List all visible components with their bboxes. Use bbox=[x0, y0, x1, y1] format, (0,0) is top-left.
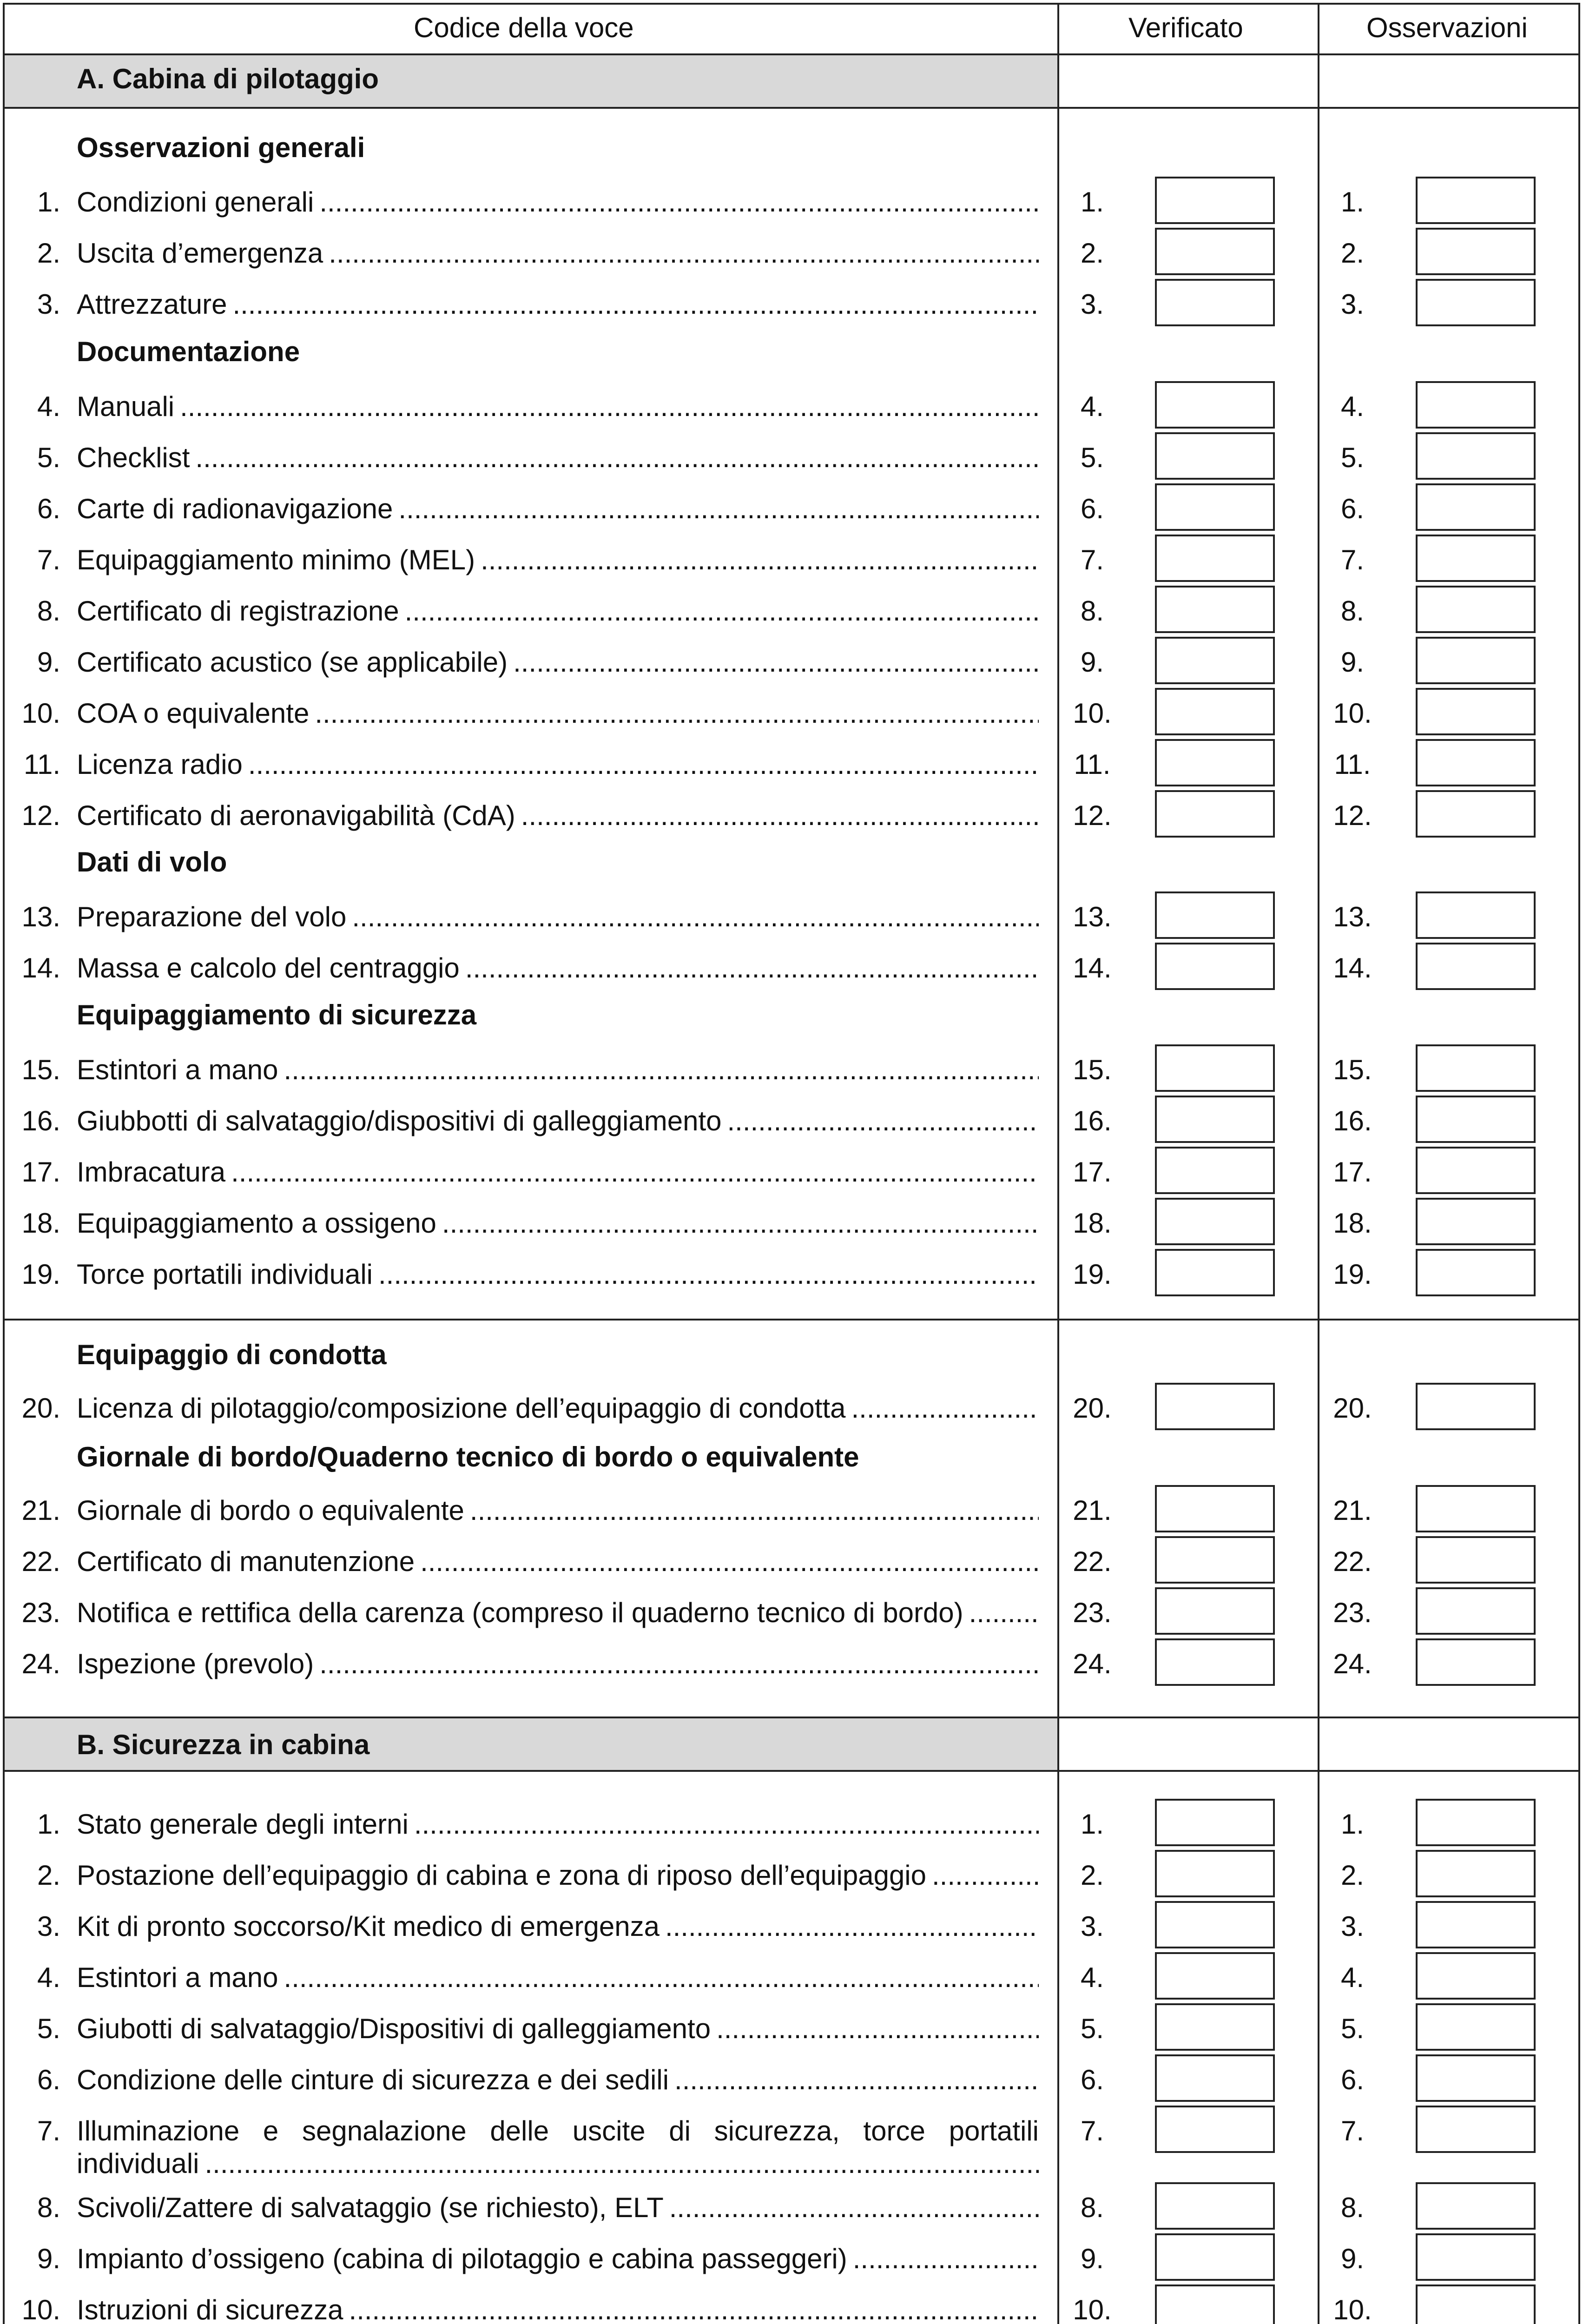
verified-checkbox[interactable] bbox=[1155, 177, 1275, 224]
item-label: Estintori a mano ..... bbox=[77, 1054, 1039, 1086]
item-number: 7. bbox=[37, 2115, 60, 2146]
observation-code: 15. bbox=[1333, 1054, 1372, 1085]
checklist-row bbox=[0, 943, 1583, 994]
verified-checkbox[interactable] bbox=[1155, 2284, 1275, 2324]
observation-checkbox[interactable] bbox=[1416, 1536, 1536, 1584]
item-label: Certificato di manutenzione ..... bbox=[77, 1545, 1039, 1578]
item-number: 19. bbox=[21, 1259, 60, 1290]
observation-code: 2. bbox=[1340, 238, 1365, 269]
item-number: 14. bbox=[21, 952, 60, 984]
observation-code: 4. bbox=[1340, 391, 1365, 422]
observation-checkbox[interactable] bbox=[1416, 228, 1536, 275]
header-observations: Osservazioni bbox=[1366, 12, 1528, 43]
observation-code: 9. bbox=[1340, 647, 1365, 678]
verified-checkbox[interactable] bbox=[1155, 739, 1275, 786]
verified-code: 1. bbox=[1080, 186, 1104, 218]
item-label: Estintori a mano ..... bbox=[77, 1961, 1039, 1994]
item-label: Attrezzature ..... bbox=[77, 288, 1039, 321]
verified-checkbox[interactable] bbox=[1155, 1147, 1275, 1194]
verified-checkbox[interactable] bbox=[1155, 891, 1275, 939]
checklist-row bbox=[0, 2284, 1583, 2324]
verified-checkbox[interactable] bbox=[1155, 586, 1275, 633]
item-label: Checklist ..... bbox=[77, 442, 1039, 474]
verified-checkbox[interactable] bbox=[1155, 1096, 1275, 1143]
checklist-row bbox=[0, 1096, 1583, 1147]
item-number: 11. bbox=[24, 749, 60, 780]
verified-checkbox[interactable] bbox=[1155, 1249, 1275, 1296]
observation-code: 9. bbox=[1340, 2243, 1365, 2274]
observation-checkbox[interactable] bbox=[1416, 381, 1536, 429]
verified-code: 3. bbox=[1080, 289, 1104, 320]
verified-checkbox[interactable] bbox=[1155, 1799, 1275, 1846]
checklist-row bbox=[0, 535, 1583, 586]
item-label: Giubotti di salvataggio/Dispositivi di galleggiamento ..... bbox=[77, 2013, 1039, 2045]
verified-checkbox[interactable] bbox=[1155, 1198, 1275, 1245]
checklist-row bbox=[0, 1901, 1583, 1952]
verified-code: 7. bbox=[1080, 544, 1104, 575]
group-title: Dati di volo bbox=[77, 846, 227, 878]
verified-checkbox[interactable] bbox=[1155, 688, 1275, 735]
table-top-border bbox=[3, 3, 1580, 5]
verified-checkbox[interactable] bbox=[1155, 2003, 1275, 2051]
observation-code: 3. bbox=[1340, 1911, 1365, 1942]
observation-checkbox[interactable] bbox=[1416, 1850, 1536, 1897]
item-number: 6. bbox=[37, 2064, 60, 2095]
verified-checkbox[interactable] bbox=[1155, 2182, 1275, 2230]
item-number: 10. bbox=[21, 2294, 60, 2324]
observation-code: 24. bbox=[1333, 1648, 1372, 1679]
observation-checkbox[interactable] bbox=[1416, 586, 1536, 633]
observation-checkbox[interactable] bbox=[1416, 688, 1536, 735]
verified-code: 19. bbox=[1073, 1259, 1112, 1290]
observation-code: 3. bbox=[1340, 289, 1365, 320]
verified-code: 10. bbox=[1073, 2294, 1112, 2324]
observation-checkbox[interactable] bbox=[1416, 637, 1536, 684]
item-number: 15. bbox=[21, 1054, 60, 1085]
item-number: 23. bbox=[21, 1597, 60, 1628]
observation-checkbox[interactable] bbox=[1416, 1485, 1536, 1532]
verified-checkbox[interactable] bbox=[1155, 1536, 1275, 1584]
observation-checkbox[interactable] bbox=[1416, 535, 1536, 582]
verified-code: 11. bbox=[1074, 749, 1111, 780]
section-b-header-top bbox=[3, 1717, 1580, 1718]
item-number: 1. bbox=[37, 186, 60, 218]
item-number: 22. bbox=[21, 1546, 60, 1577]
verified-checkbox[interactable] bbox=[1155, 1587, 1275, 1635]
item-label: Massa e calcolo del centraggio ..... bbox=[77, 952, 1039, 984]
verified-code: 7. bbox=[1080, 2115, 1104, 2146]
item-number: 18. bbox=[21, 1208, 60, 1239]
observation-checkbox[interactable] bbox=[1416, 1147, 1536, 1194]
observation-checkbox[interactable] bbox=[1416, 2182, 1536, 2230]
verified-code: 12. bbox=[1073, 800, 1112, 831]
observation-code: 16. bbox=[1333, 1105, 1372, 1136]
item-label: Imbracatura ..... bbox=[77, 1156, 1039, 1188]
item-label: Giornale di bordo o equivalente ..... bbox=[77, 1494, 1039, 1527]
verified-code: 17. bbox=[1073, 1156, 1112, 1188]
checklist-row bbox=[0, 279, 1583, 330]
item-number: 1. bbox=[37, 1809, 60, 1840]
verified-code: 13. bbox=[1073, 901, 1112, 932]
group-title: Equipaggio di condotta bbox=[77, 1339, 387, 1370]
observation-checkbox[interactable] bbox=[1416, 279, 1536, 326]
verified-code: 2. bbox=[1080, 1860, 1104, 1891]
item-label: Condizioni generali ..... bbox=[77, 186, 1039, 218]
observation-checkbox[interactable] bbox=[1416, 1383, 1536, 1430]
verified-checkbox[interactable] bbox=[1155, 1383, 1275, 1430]
item-label: Preparazione del volo ..... bbox=[77, 901, 1039, 933]
section-a-header-bottom bbox=[3, 107, 1580, 109]
observation-code: 13. bbox=[1333, 901, 1372, 932]
observation-code: 20. bbox=[1333, 1393, 1372, 1424]
item-label: Equipaggiamento a ossigeno ..... bbox=[77, 1207, 1039, 1240]
item-number: 12. bbox=[21, 800, 60, 831]
observation-checkbox[interactable] bbox=[1416, 739, 1536, 786]
item-label: Licenza di pilotaggio/composizione dell’equipaggio di condotta ..... bbox=[77, 1392, 1039, 1425]
item-label: Stato generale degli interni ..... bbox=[77, 1808, 1039, 1841]
observation-checkbox[interactable] bbox=[1416, 1198, 1536, 1245]
checklist-row bbox=[0, 2106, 1583, 2189]
verified-code: 24. bbox=[1073, 1648, 1112, 1679]
observation-checkbox[interactable] bbox=[1416, 1249, 1536, 1296]
observation-code: 1. bbox=[1340, 186, 1365, 218]
item-label: Uscita d’emergenza ..... bbox=[77, 237, 1039, 270]
item-label: Ispezione (prevolo) ..... bbox=[77, 1648, 1039, 1680]
section-b-header-bottom bbox=[3, 1770, 1580, 1772]
checklist-row bbox=[0, 1383, 1583, 1434]
verified-checkbox[interactable] bbox=[1155, 381, 1275, 429]
verified-code: 16. bbox=[1073, 1105, 1112, 1136]
item-number: 8. bbox=[37, 595, 60, 627]
checklist-row bbox=[0, 1198, 1583, 1249]
group-title: Equipaggiamento di sicurezza bbox=[77, 999, 477, 1030]
verified-code: 20. bbox=[1073, 1393, 1112, 1424]
observation-checkbox[interactable] bbox=[1416, 2003, 1536, 2051]
group-title: Documentazione bbox=[77, 336, 300, 367]
item-number: 5. bbox=[37, 2013, 60, 2044]
checklist-row bbox=[0, 2182, 1583, 2233]
checklist-row bbox=[0, 891, 1583, 943]
observation-code: 8. bbox=[1340, 595, 1365, 627]
checklist-row bbox=[0, 1587, 1583, 1638]
verified-code: 8. bbox=[1080, 595, 1104, 627]
item-label: Licenza radio ..... bbox=[77, 748, 1039, 781]
verified-code: 10. bbox=[1073, 698, 1112, 729]
observation-checkbox[interactable] bbox=[1416, 1638, 1536, 1686]
verified-code: 23. bbox=[1073, 1597, 1112, 1628]
verified-code: 8. bbox=[1080, 2192, 1104, 2223]
item-number: 2. bbox=[37, 238, 60, 269]
observation-code: 12. bbox=[1333, 800, 1372, 831]
item-label: Notifica e rettifica della carenza (compreso il quaderno tecnico di bordo) ..... bbox=[77, 1597, 1039, 1629]
item-label: Illuminazione e segnalazione delle uscite di sicurezza, torce portatili individuali ..... bbox=[77, 2115, 1039, 2180]
verified-code: 9. bbox=[1080, 2243, 1104, 2274]
observation-code: 18. bbox=[1333, 1208, 1372, 1239]
item-label: Scivoli/Zattere di salvataggio (se richiesto), ELT ..... bbox=[77, 2192, 1039, 2224]
observation-checkbox[interactable] bbox=[1416, 891, 1536, 939]
checklist-row bbox=[0, 432, 1583, 483]
observation-checkbox[interactable] bbox=[1416, 1587, 1536, 1635]
item-number: 13. bbox=[21, 901, 60, 932]
verified-checkbox[interactable] bbox=[1155, 1850, 1275, 1897]
item-label: Carte di radionavigazione ..... bbox=[77, 493, 1039, 525]
item-number: 10. bbox=[21, 698, 60, 729]
header-code: Codice della voce bbox=[414, 12, 634, 43]
checklist-row bbox=[0, 381, 1583, 432]
verified-code: 4. bbox=[1080, 391, 1104, 422]
checklist-row bbox=[0, 637, 1583, 688]
item-number: 9. bbox=[37, 647, 60, 678]
observation-checkbox[interactable] bbox=[1416, 177, 1536, 224]
observation-code: 7. bbox=[1340, 2115, 1365, 2146]
observation-checkbox[interactable] bbox=[1416, 2106, 1536, 2153]
observation-code: 4. bbox=[1340, 1962, 1365, 1993]
item-number: 4. bbox=[37, 391, 60, 422]
checklist-row bbox=[0, 1044, 1583, 1096]
verified-checkbox[interactable] bbox=[1155, 1485, 1275, 1532]
verified-checkbox[interactable] bbox=[1155, 1044, 1275, 1092]
item-number: 3. bbox=[37, 289, 60, 320]
item-number: 7. bbox=[37, 544, 60, 575]
observation-code: 6. bbox=[1340, 493, 1365, 524]
observation-code: 2. bbox=[1340, 1860, 1365, 1891]
observation-checkbox[interactable] bbox=[1416, 2233, 1536, 2281]
observation-code: 8. bbox=[1340, 2192, 1365, 2223]
observation-code: 17. bbox=[1333, 1156, 1372, 1188]
item-label: Equipaggiamento minimo (MEL) ..... bbox=[77, 544, 1039, 576]
item-label: Condizione delle cinture di sicurezza e dei sedili ..... bbox=[77, 2064, 1039, 2096]
verified-checkbox[interactable] bbox=[1155, 2233, 1275, 2281]
verified-code: 6. bbox=[1080, 2064, 1104, 2095]
item-number: 20. bbox=[21, 1393, 60, 1424]
header-verified: Verificato bbox=[1128, 12, 1243, 43]
verified-checkbox[interactable] bbox=[1155, 943, 1275, 990]
verified-code: 18. bbox=[1073, 1208, 1112, 1239]
checklist-row bbox=[0, 1850, 1583, 1901]
observation-code: 10. bbox=[1333, 698, 1372, 729]
header-divider bbox=[3, 53, 1580, 55]
verified-checkbox[interactable] bbox=[1155, 790, 1275, 838]
observation-code: 10. bbox=[1333, 2294, 1372, 2324]
verified-code: 21. bbox=[1073, 1495, 1112, 1526]
checklist-row bbox=[0, 1249, 1583, 1300]
observation-checkbox[interactable] bbox=[1416, 2284, 1536, 2324]
verified-code: 1. bbox=[1080, 1809, 1104, 1840]
item-label: Giubbotti di salvataggio/dispositivi di galleggiamento ..... bbox=[77, 1105, 1039, 1137]
verified-checkbox[interactable] bbox=[1155, 228, 1275, 275]
item-label: Certificato di registrazione ..... bbox=[77, 595, 1039, 627]
observation-code: 1. bbox=[1340, 1809, 1365, 1840]
item-label: Certificato di aeronavigabilità (CdA) ..... bbox=[77, 799, 1039, 832]
item-number: 3. bbox=[37, 1911, 60, 1942]
verified-checkbox[interactable] bbox=[1155, 1901, 1275, 1948]
item-number: 5. bbox=[37, 442, 60, 473]
verified-checkbox[interactable] bbox=[1155, 1638, 1275, 1686]
item-number: 6. bbox=[37, 493, 60, 524]
checklist-row bbox=[0, 177, 1583, 228]
verified-code: 15. bbox=[1073, 1054, 1112, 1085]
checklist-row bbox=[0, 2233, 1583, 2284]
item-label: COA o equivalente ..... bbox=[77, 697, 1039, 730]
observation-checkbox[interactable] bbox=[1416, 2054, 1536, 2102]
verified-checkbox[interactable] bbox=[1155, 2054, 1275, 2102]
verified-checkbox[interactable] bbox=[1155, 2106, 1275, 2153]
observation-checkbox[interactable] bbox=[1416, 790, 1536, 838]
checklist-row bbox=[0, 1147, 1583, 1198]
item-number: 2. bbox=[37, 1860, 60, 1891]
checklist-row bbox=[0, 1638, 1583, 1690]
verified-code: 5. bbox=[1080, 2013, 1104, 2044]
item-label: Manuali ..... bbox=[77, 390, 1039, 423]
verified-code: 3. bbox=[1080, 1911, 1104, 1942]
checklist-row bbox=[0, 1952, 1583, 2003]
observation-code: 5. bbox=[1340, 2013, 1365, 2044]
item-number: 4. bbox=[37, 1962, 60, 1993]
checklist-row bbox=[0, 228, 1583, 279]
checklist-row bbox=[0, 1485, 1583, 1536]
section-a-part-divider bbox=[3, 1319, 1580, 1320]
verified-checkbox[interactable] bbox=[1155, 432, 1275, 480]
section-a-title: A. Cabina di pilotaggio bbox=[77, 63, 379, 94]
checklist-row bbox=[0, 688, 1583, 739]
item-number: 21. bbox=[21, 1495, 60, 1526]
verified-checkbox[interactable] bbox=[1155, 279, 1275, 326]
observation-code: 7. bbox=[1340, 544, 1365, 575]
item-label: Istruzioni di sicurezza ..... bbox=[77, 2294, 1039, 2324]
checklist-row bbox=[0, 586, 1583, 637]
checklist-row bbox=[0, 483, 1583, 535]
observation-code: 6. bbox=[1340, 2064, 1365, 2095]
verified-code: 9. bbox=[1080, 647, 1104, 678]
item-number: 8. bbox=[37, 2192, 60, 2223]
verified-checkbox[interactable] bbox=[1155, 483, 1275, 531]
item-label: Impianto d’ossigeno (cabina di pilotaggio e cabina passeggeri) ..... bbox=[77, 2243, 1039, 2275]
verified-checkbox[interactable] bbox=[1155, 1952, 1275, 2000]
observation-checkbox[interactable] bbox=[1416, 1901, 1536, 1948]
item-label: Kit di pronto soccorso/Kit medico di emergenza ..... bbox=[77, 1910, 1039, 1943]
observation-code: 14. bbox=[1333, 952, 1372, 984]
observation-code: 22. bbox=[1333, 1546, 1372, 1577]
checklist-row bbox=[0, 1536, 1583, 1587]
observation-checkbox[interactable] bbox=[1416, 432, 1536, 480]
item-number: 17. bbox=[21, 1156, 60, 1188]
checklist-row bbox=[0, 790, 1583, 841]
observation-code: 19. bbox=[1333, 1259, 1372, 1290]
observation-checkbox[interactable] bbox=[1416, 483, 1536, 531]
observation-code: 21. bbox=[1333, 1495, 1372, 1526]
verified-checkbox[interactable] bbox=[1155, 637, 1275, 684]
checklist-row bbox=[0, 739, 1583, 790]
verified-code: 6. bbox=[1080, 493, 1104, 524]
verified-code: 14. bbox=[1073, 952, 1112, 984]
observation-code: 23. bbox=[1333, 1597, 1372, 1628]
observation-checkbox[interactable] bbox=[1416, 1096, 1536, 1143]
verified-code: 4. bbox=[1080, 1962, 1104, 1993]
checklist-row bbox=[0, 1799, 1583, 1850]
checklist-row bbox=[0, 2054, 1583, 2106]
observation-code: 11. bbox=[1334, 749, 1371, 780]
observation-checkbox[interactable] bbox=[1416, 1044, 1536, 1092]
item-label: Postazione dell’equipaggio di cabina e zona di riposo dell’equipaggio ..... bbox=[77, 1859, 1039, 1892]
group-title: Giornale di bordo/Quaderno tecnico di bordo o equivalente bbox=[77, 1441, 859, 1472]
observation-checkbox[interactable] bbox=[1416, 1952, 1536, 2000]
observation-code: 5. bbox=[1340, 442, 1365, 473]
section-b-title: B. Sicurezza in cabina bbox=[77, 1729, 370, 1760]
item-number: 16. bbox=[21, 1105, 60, 1136]
observation-checkbox[interactable] bbox=[1416, 943, 1536, 990]
item-label: Certificato acustico (se applicabile) ..... bbox=[77, 646, 1039, 679]
checklist-row bbox=[0, 2003, 1583, 2054]
verified-checkbox[interactable] bbox=[1155, 535, 1275, 582]
item-number: 24. bbox=[21, 1648, 60, 1679]
verified-code: 2. bbox=[1080, 238, 1104, 269]
observation-checkbox[interactable] bbox=[1416, 1799, 1536, 1846]
verified-code: 22. bbox=[1073, 1546, 1112, 1577]
item-label: Torce portatili individuali ..... bbox=[77, 1258, 1039, 1291]
verified-code: 5. bbox=[1080, 442, 1104, 473]
item-number: 9. bbox=[37, 2243, 60, 2274]
group-title: Osservazioni generali bbox=[77, 132, 365, 163]
